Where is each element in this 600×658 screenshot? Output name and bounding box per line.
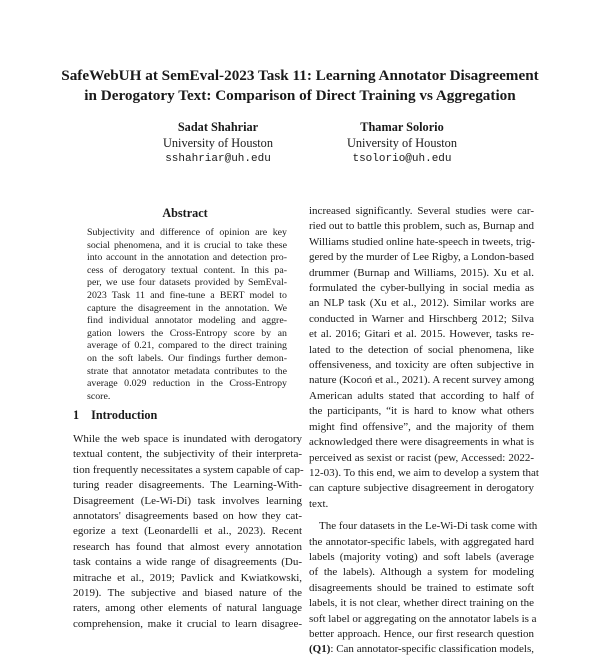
text-line: on the soft labels. Our findings further demon- (87, 352, 287, 364)
intro-left-column (73, 432, 302, 632)
text-line: soft label or aggregating on the annotator labels is a (309, 612, 537, 625)
title-line-1: SafeWebUH at SemEval-2023 Task 11: Learning Annotator Disagreement (61, 67, 539, 84)
research-question-line (309, 642, 534, 657)
text-line: perceived as sexist or racist (pew, Accessed: 2022- (309, 451, 534, 464)
text-line: of the labels). Although a system for modeling (309, 566, 534, 579)
author-name: Sadat Shahriar (177, 120, 259, 134)
text-line: cess of derogatory textual content. In this pa- (87, 264, 287, 276)
text-line: strate that annotator metadata contributes to the (87, 365, 287, 377)
text-line: mitrache et al., 2019; Pavlick and Kwiatkowski, (73, 571, 302, 584)
text-line: an NLP task (Xu et al., 2012). Similar works are (309, 297, 534, 310)
abstract-heading: Abstract (162, 206, 208, 220)
text-line: lated to the detection of social phenomena, like (309, 343, 534, 356)
title-line-2: in Derogatory Text: Comparison of Direct Training vs Aggregation (84, 87, 516, 104)
text-line: tion frequently necessitates a system capable of cap- (73, 463, 304, 476)
author-email: sshahriar@uh.edu (165, 153, 271, 165)
text-line: better approach. Hence, our first research question (309, 627, 534, 640)
section-heading (73, 408, 157, 423)
text-line: egorize a text (Leonardelli et al., 2023). Recent (73, 525, 302, 538)
paper-title (40, 66, 560, 106)
text-line: offensiveness, and toxicity are often subjective in (309, 359, 534, 372)
text-line: 12-03). To this end, we aim to develop a system that (309, 466, 539, 479)
text-line: 2023 Task 11 and fine-tune a BERT model to (87, 289, 287, 301)
text-line: social phenomena, and it is crucial to take these (87, 239, 287, 251)
text-line: find individual annotator modeling and aggre- (87, 315, 287, 327)
text-line: increased significantly. Several studies were car- (309, 205, 534, 217)
text-line: formulated the cyber-bullying in social media as (309, 282, 534, 295)
text-line: 2019). The subjective and biased nature of the (73, 587, 302, 600)
author-affiliation: University of Houston (163, 136, 273, 150)
text-line: labels (majority voting) and soft labels (average (309, 550, 534, 563)
text-line: capture the disagreement in the annotation. We (87, 302, 287, 314)
text-line: American adults stated that according to half of (309, 389, 534, 402)
author-affiliation: University of Houston (347, 136, 457, 150)
text-line: into account in the annotation and detection pro- (87, 252, 287, 264)
text-line: labels, it is not clear, whether direct training on the (309, 597, 534, 610)
text-line: disagreements should be trained to estimate soft (309, 581, 534, 594)
author-block-2 (302, 119, 502, 167)
text-line: can capture subjective disagreement in derogatory (309, 482, 534, 495)
text-line: turing reader disagreements. The Learning-With- (73, 479, 302, 492)
text-line: task contains a wide range of disagreements (Du- (73, 556, 302, 569)
text-line: Disagreement (Le-Wi-Di) task involves learning (73, 494, 302, 507)
author-block-1 (118, 119, 318, 167)
text-line: score. (87, 390, 111, 402)
abstract-body (87, 227, 287, 403)
research-question-text: : Can annotator-specific classification models, (330, 643, 534, 656)
text-line: The four datasets in the Le-Wi-Di task come with (319, 520, 538, 533)
text-line: the annotator-specific labels, with aggregated hard (309, 535, 534, 548)
text-line: the participants, “it is hard to know what others (309, 405, 534, 418)
text-line: Subjectivity and difference of opinion are key (87, 227, 287, 238)
text-line: textual content, the subjectivity of their interpreta- (73, 448, 302, 461)
text-line: gered by the murder of Lee Rigby, a London-based (309, 251, 535, 264)
text-line: ried out to battle this problem, such as, Burnap and (309, 220, 534, 233)
section-number: 1 (73, 408, 80, 422)
text-line: research has found that almost every annotation (73, 540, 302, 553)
text-line: et al. 2016; Gitari et al. 2015. However, tasks re- (309, 328, 534, 341)
text-line: gation lowers the Cross-Entropy score by an (87, 327, 287, 339)
text-line: per, we use four datasets provided by SemEval- (87, 277, 287, 289)
text-line: Williams studied online hate-speech in tweets, trig- (309, 235, 535, 248)
text-line: average 0.029 reduction in the Cross-Entropy (87, 378, 287, 390)
text-line: drummer (Burnap and Williams, 2015). Xu et al. (309, 266, 534, 279)
author-email: tsolorio@uh.edu (352, 153, 452, 165)
text-line: average of 0.21, compared to the direct training (87, 340, 287, 352)
author-name: Thamar Solorio (360, 120, 444, 134)
text-line: might find offensive”, and the majority of them (309, 420, 534, 433)
research-question-label: (Q1) (309, 643, 331, 656)
paragraph-gap (309, 512, 534, 519)
text-line: While the web space is inundated with derogatory (73, 433, 302, 445)
text-line: acknowledged there were disagreements in what is (309, 436, 534, 449)
text-line: nature (Kocoń et al., 2021). A recent survey among (309, 374, 535, 387)
section-title: Introduction (91, 408, 158, 422)
text-line: conducted in Warner and Hirschberg 2012; Silva (309, 312, 534, 325)
intro-right-column (309, 204, 539, 658)
text-line: comprehension, make it crucial to learn disagree- (73, 617, 302, 630)
text-line: annotators' disagreements based on how they cat- (73, 510, 302, 523)
text-line: text. (309, 497, 329, 510)
text-line: raters, among other elements of natural language (73, 602, 302, 615)
